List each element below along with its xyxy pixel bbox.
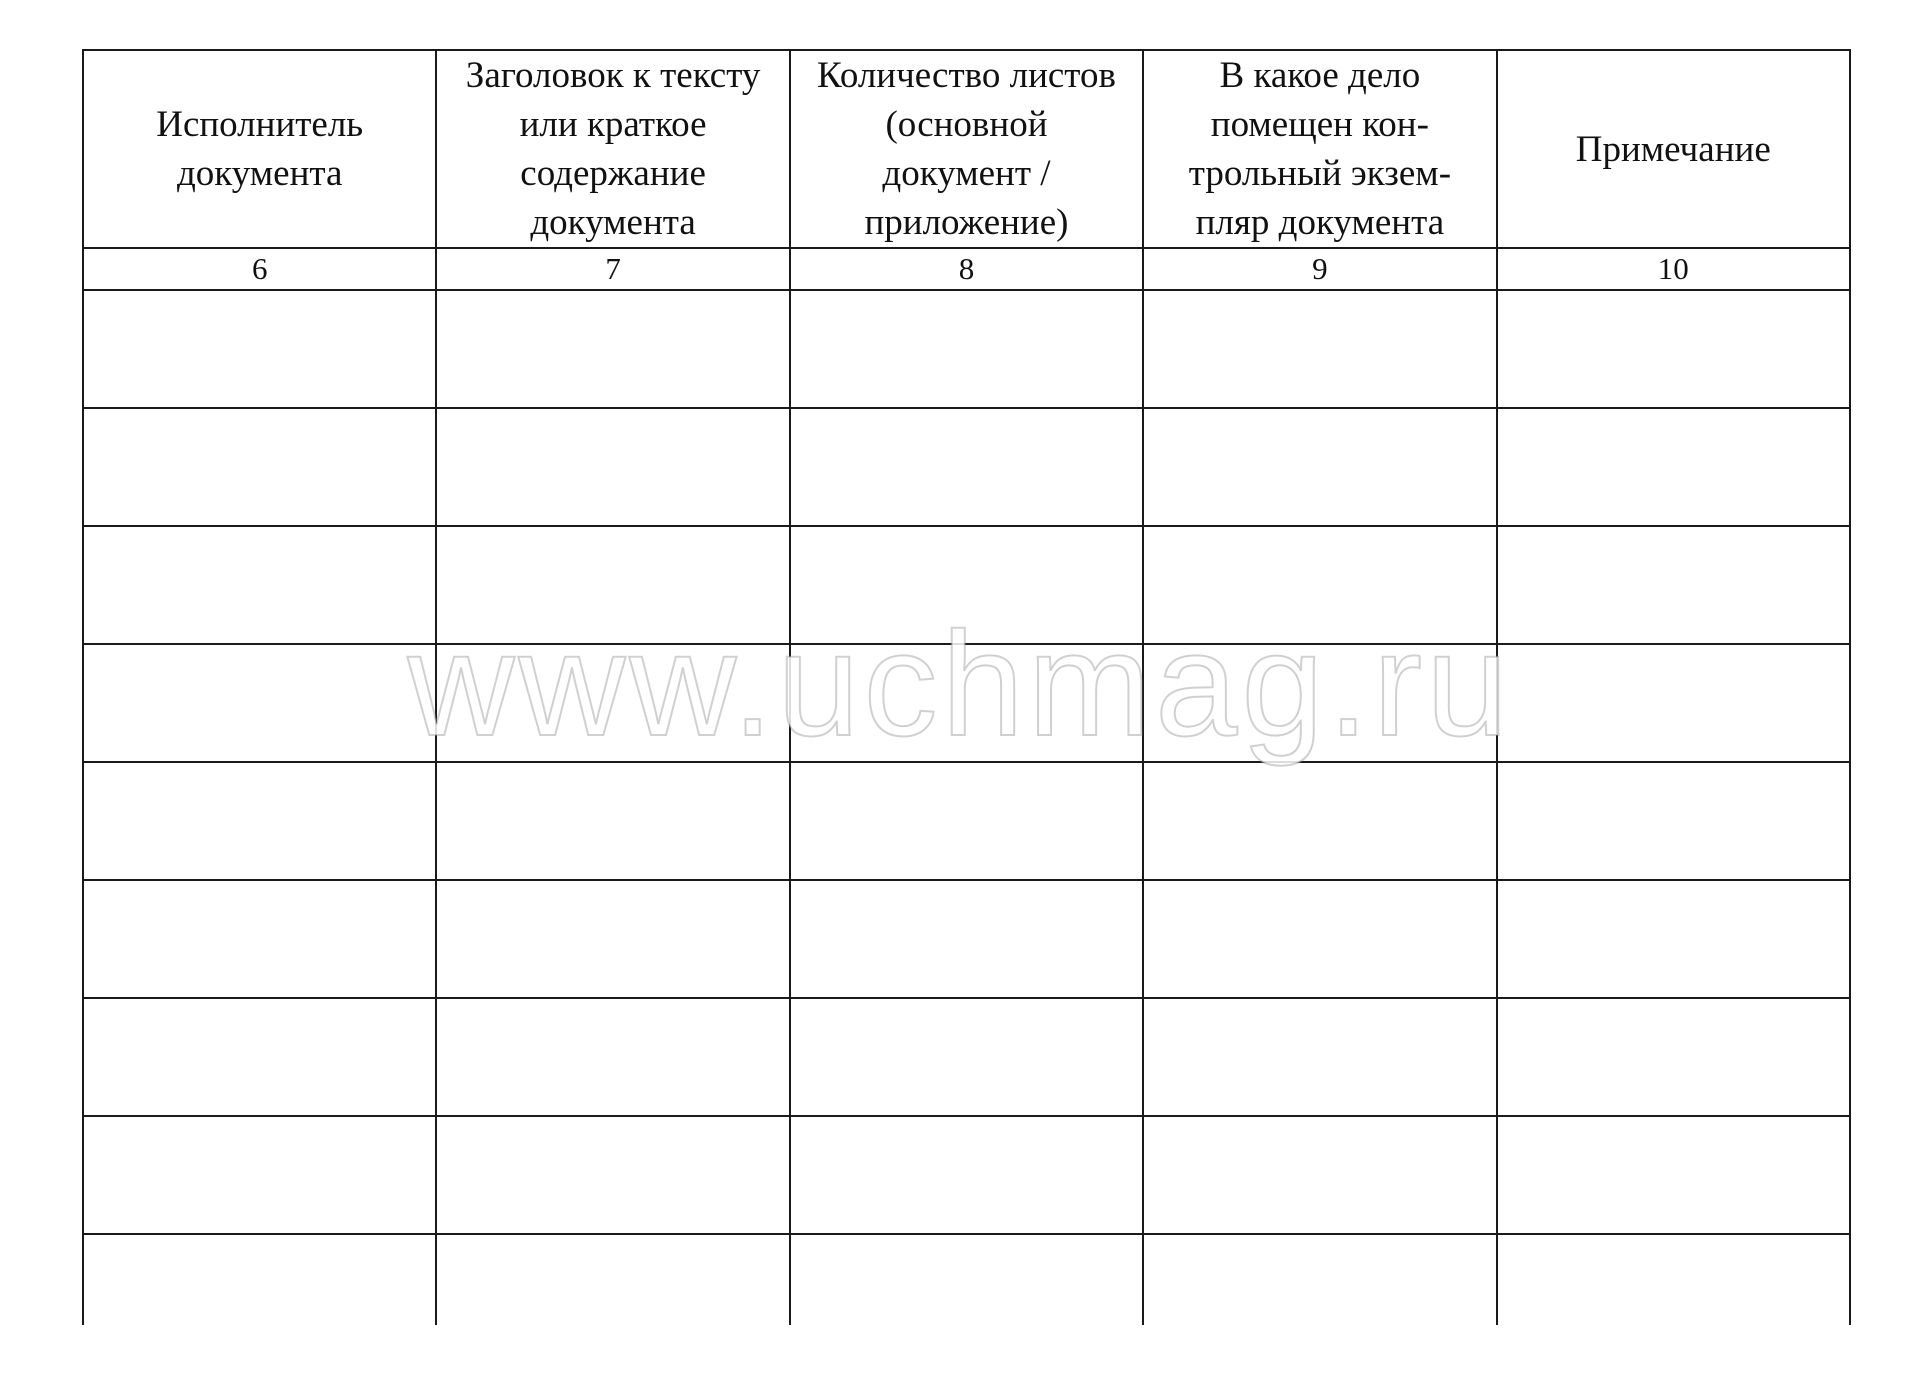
table-cell	[790, 998, 1143, 1116]
table-cell	[1497, 880, 1850, 998]
table-cell	[1497, 1234, 1850, 1325]
table-cell	[83, 880, 436, 998]
column-number: 7	[436, 248, 789, 290]
column-number-row	[83, 248, 1850, 290]
table-cell	[1143, 1234, 1496, 1325]
table-row	[83, 1116, 1850, 1234]
table-row	[83, 526, 1850, 644]
table-cell	[436, 1116, 789, 1234]
table-cell	[83, 1116, 436, 1234]
table-cell	[790, 290, 1143, 408]
table-cell	[436, 762, 789, 880]
table-cell	[436, 644, 789, 762]
table-cell	[436, 998, 789, 1116]
table-cell	[83, 526, 436, 644]
table-cell	[790, 762, 1143, 880]
table-cell	[83, 998, 436, 1116]
table-cell	[1497, 644, 1850, 762]
table-cell	[1143, 1116, 1496, 1234]
column-number: 8	[790, 248, 1143, 290]
header-cell-case-file: В какое дело помещен кон- трольный экзем- пляр документа	[1143, 50, 1496, 248]
table-cell	[436, 526, 789, 644]
table-cell	[790, 1116, 1143, 1234]
table-row	[83, 408, 1850, 526]
watermark: www.uchmag.ru	[407, 602, 1513, 767]
header-cell-note: Примечание	[1497, 50, 1850, 248]
table-cell	[83, 644, 436, 762]
header-row	[83, 50, 1850, 248]
table-cell	[1143, 880, 1496, 998]
table-cell	[83, 1234, 436, 1325]
table-cell	[1143, 644, 1496, 762]
table-cell	[1497, 1116, 1850, 1234]
header-cell-executor: Исполнитель документа	[83, 50, 436, 248]
table-row	[83, 998, 1850, 1116]
table-row	[83, 762, 1850, 880]
header-cell-title: Заголовок к тексту или краткое содержание документа	[436, 50, 789, 248]
column-number: 10	[1497, 248, 1850, 290]
table-cell	[436, 408, 789, 526]
document-register-table	[82, 49, 1851, 1325]
column-number: 9	[1143, 248, 1496, 290]
table-cell	[1143, 998, 1496, 1116]
table-cell	[1143, 290, 1496, 408]
table-cell	[790, 526, 1143, 644]
header-cell-sheet-count: Количество листов (основной документ / приложение)	[790, 50, 1143, 248]
table-cell	[1497, 526, 1850, 644]
table-cell	[436, 1234, 789, 1325]
table-cell	[83, 290, 436, 408]
table-cell	[436, 880, 789, 998]
table-cell	[1143, 762, 1496, 880]
table-cell	[1497, 998, 1850, 1116]
table-row	[83, 290, 1850, 408]
table-cell	[1497, 762, 1850, 880]
table-cell	[1143, 408, 1496, 526]
table-cell	[790, 644, 1143, 762]
table-row	[83, 1234, 1850, 1325]
table-row	[83, 644, 1850, 762]
table-cell	[790, 408, 1143, 526]
table-row	[83, 880, 1850, 998]
column-number: 6	[83, 248, 436, 290]
table-cell	[436, 290, 789, 408]
table-cell	[1497, 408, 1850, 526]
table-cell	[790, 880, 1143, 998]
table-cell	[1143, 526, 1496, 644]
table-cell	[1497, 290, 1850, 408]
table-cell	[790, 1234, 1143, 1325]
table-cell	[83, 408, 436, 526]
table-cell	[83, 762, 436, 880]
